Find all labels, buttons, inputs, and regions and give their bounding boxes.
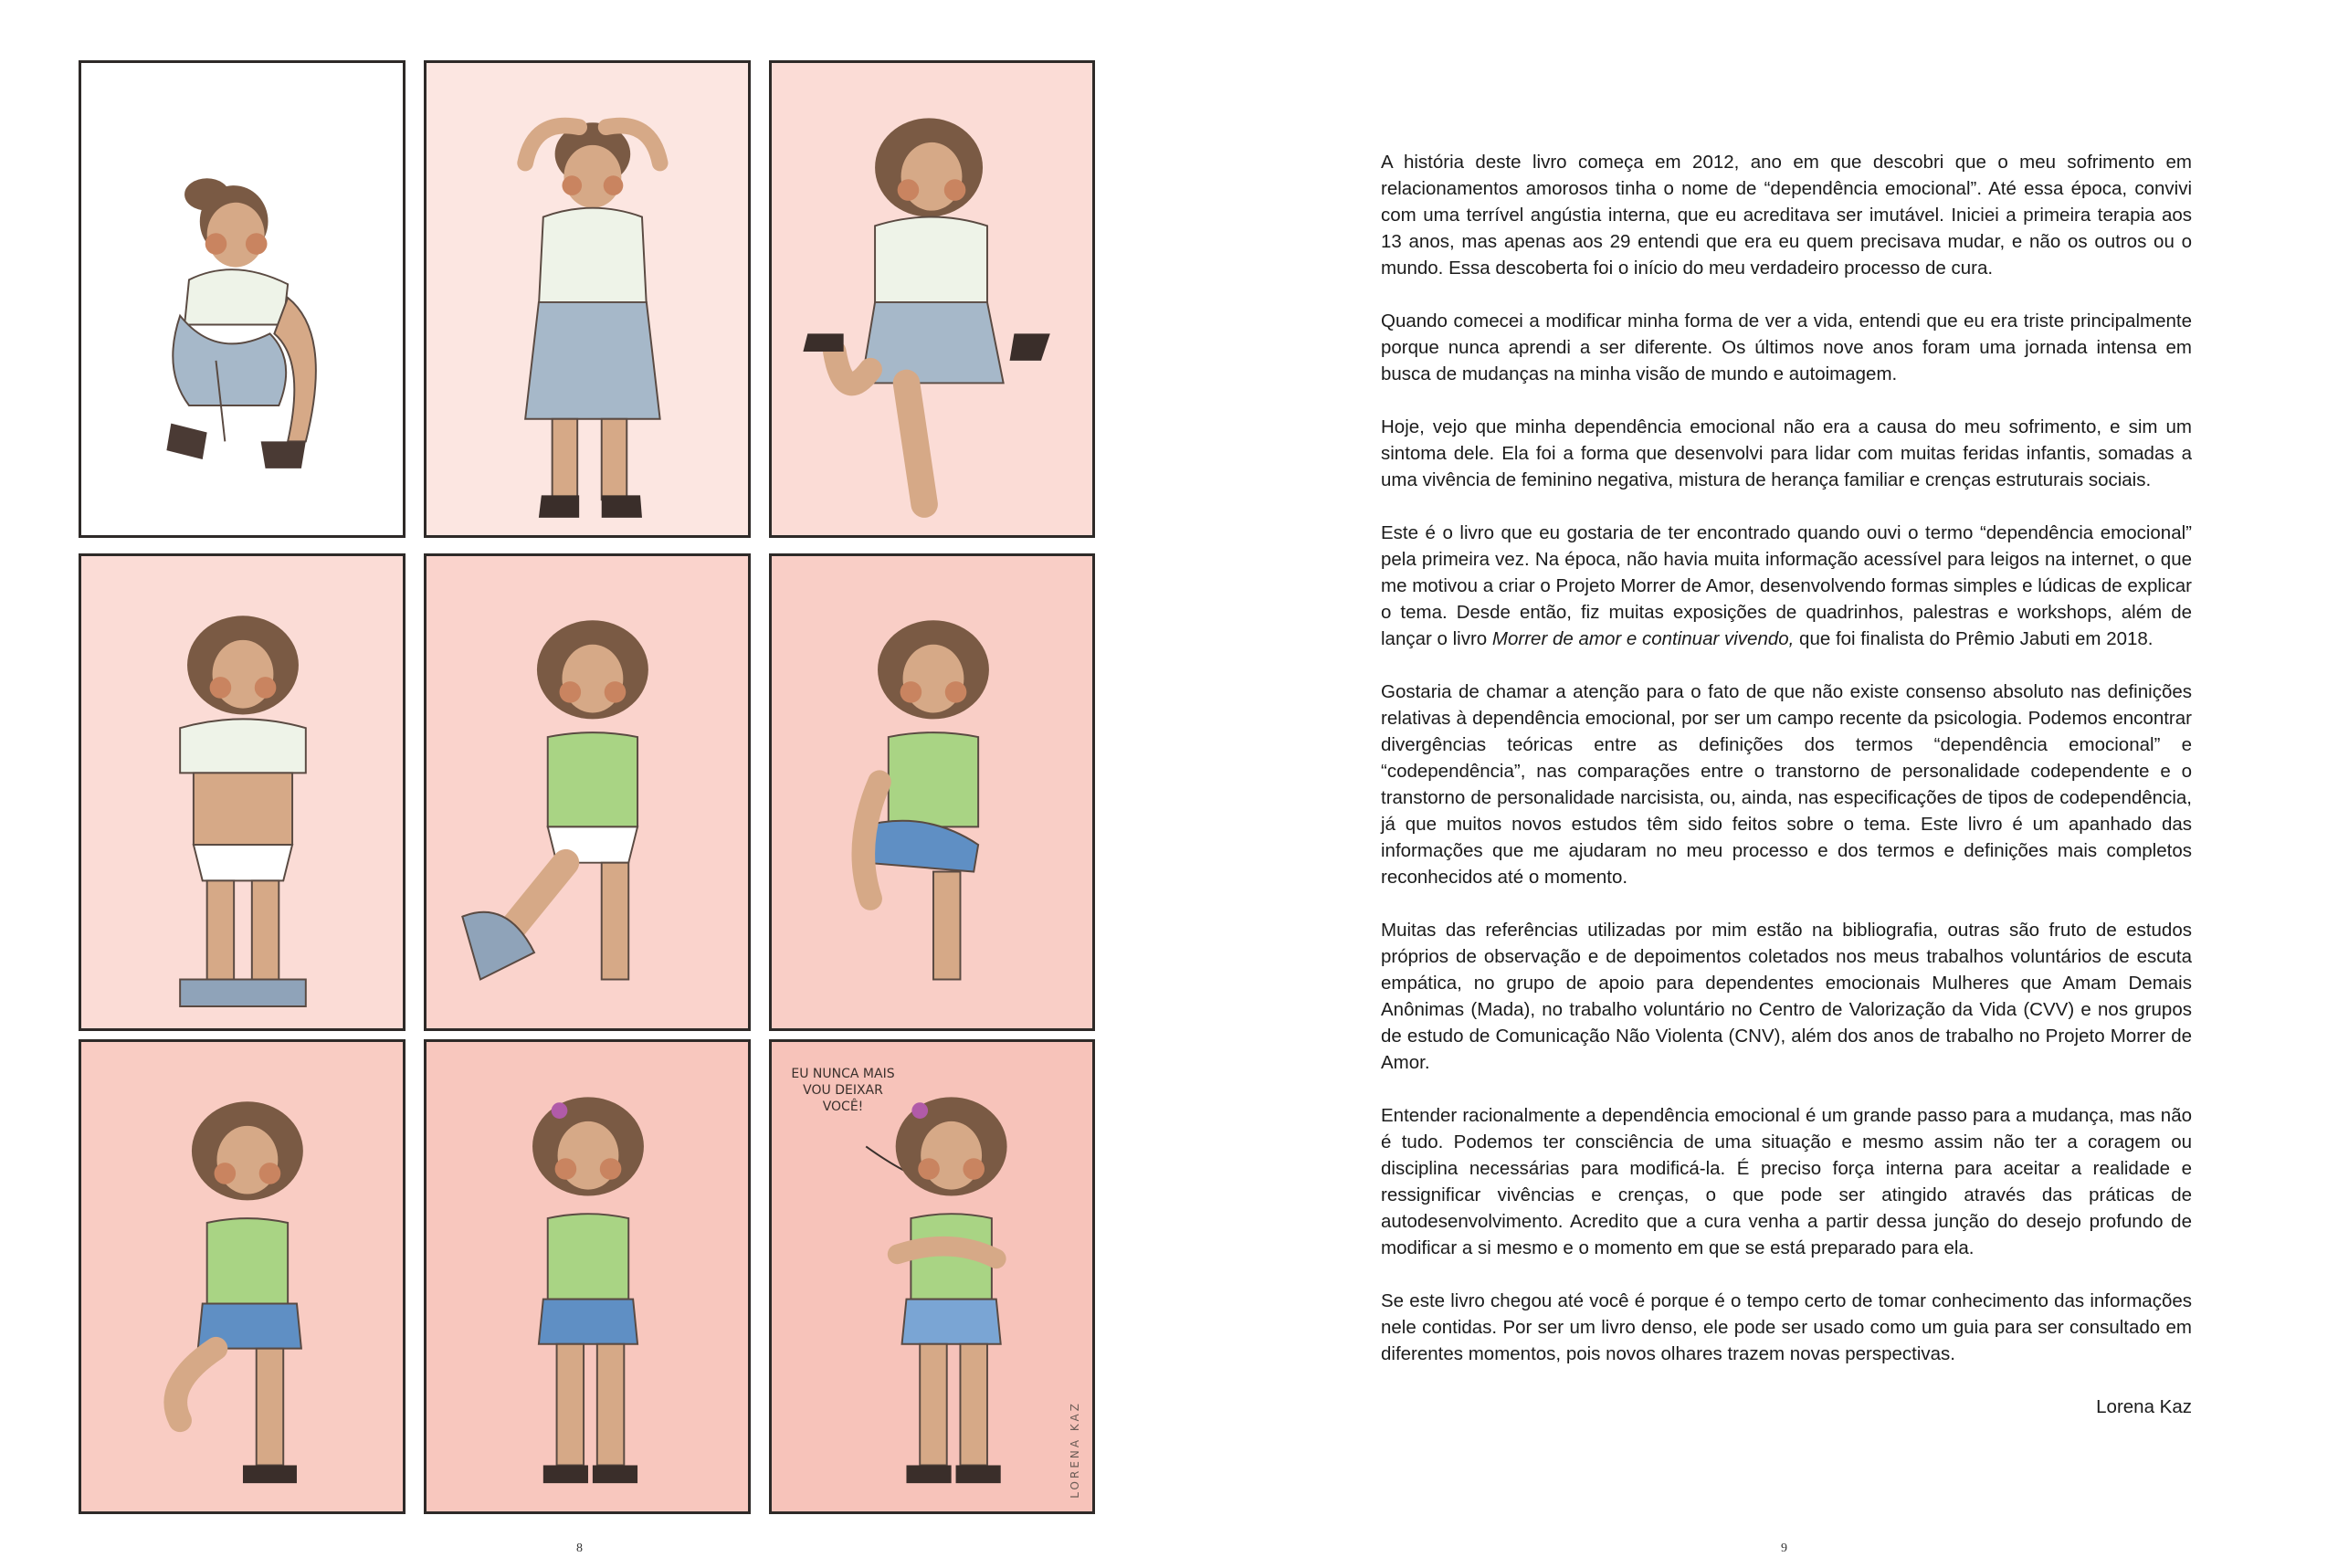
crouching-woman-illustration bbox=[81, 63, 403, 535]
paragraph-7: Entender racionalmente a dependência emocional é um grande passo para a mudança, mas não é tudo. Podemos ter consciência de uma situação e mesmo assim não ter a coragem ou disciplina necessárias para modificá-la. É preciso força interna para aceitar a realidade e ressignificar vivências e crenças, o que pode ser atingido através das práticas de autodesenvolvimento. Acredito que a cura venha a partir dessa junção do desejo profundo de modificar a si mesmo e o momento em que se está preparado para ela. bbox=[1381, 1105, 2192, 1258]
book-title-italic: Morrer de amor e continuar vivendo, bbox=[1491, 628, 1795, 649]
comic-panel-3 bbox=[769, 60, 1095, 538]
paragraph-6: Muitas das referências utilizadas por mim estão na bibliografia, outras são fruto de estudos próprios de observação e de depoimentos coletados nos meus trabalhos voluntários de escuta empática, no grupo de apoio para dependentes emocionais Mulheres que Amam Demais Anônimas (Mada), no trabalho voluntário no Centro de Valorização da Vida (CVV) e nos grupos de estudo de Comunicação Não Violenta (CNV), além dos anos de trabalho no Projeto Morrer de Amor. bbox=[1381, 920, 2192, 1073]
comic-grid bbox=[79, 60, 1095, 1514]
paragraph-3: Hoje, vejo que minha dependência emocional não era a causa do meu sofrimento, e sim um sintoma dele. Ela foi a forma que desenvolvi para lidar com muitas feridas infantis, somadas a uma vivência de feminino negativa, mistura de herança familiar e crenças estruturais sociais. bbox=[1381, 416, 2192, 490]
author-signature: Lorena Kaz bbox=[2096, 1396, 2192, 1417]
flower-in-hair-illustration bbox=[427, 1042, 748, 1511]
comic-panel-8 bbox=[424, 1039, 751, 1514]
comic-panel-7 bbox=[79, 1039, 405, 1514]
paragraph-1: A história deste livro começa em 2012, ano em que descobri que o meu sofrimento em relacionamentos amorosos tinha o nome de “dependência emocional”. Até essa época, convivi com uma terrível angústia interna, que eu acreditava ser imutável. Iniciei a primeira terapia aos 13 anos, mas apenas aos 29 entendi que era eu quem precisava mudar, e não os outros ou o mundo. Essa descoberta foi o início do meu verdadeiro processo de cura. bbox=[1381, 152, 2192, 279]
artist-signature: LORENA KAZ bbox=[1069, 1401, 1081, 1499]
putting-on-sandals-illustration bbox=[81, 1042, 403, 1511]
paragraph-5: Gostaria de chamar a atenção para o fato de que não existe consenso absoluto nas definições relativas à dependência emocional, por ser um campo recente da psicologia. Podemos encontrar divergências teóricas entre as definições dos termos “dependência emocional” e “codependência”, nas comparações entre o transtorno de personalidade codependente e o transtorno de personalidade narcisista, ou, ainda, nas especificações de tipos de codependência, já que muitos novos estudos têm sido feitos sobre o tema. Este livro é um apanhado das informações que me ajudaram no meu processo e dos termos e definições mais completos reconhecidos até o momento. bbox=[1381, 681, 2192, 888]
paragraph-2: Quando comecei a modificar minha forma de ver a vida, entendi que eu era triste principalmente porque nunca aprendi a ser diferente. Os últimos nove anos foram uma jornada intensa em busca de mudanças na minha visão de mundo e autoimagem. bbox=[1381, 310, 2192, 384]
preface-text bbox=[1381, 149, 2192, 1447]
comic-panel-6 bbox=[769, 553, 1095, 1031]
page-number-right: 9 bbox=[1781, 1542, 1787, 1555]
paragraph-4-end: que foi finalista do Prêmio Jabuti em 2018. bbox=[1794, 628, 2154, 649]
comic-panel-2 bbox=[424, 60, 751, 538]
paragraph-8: Se este livro chegou até você é porque é o tempo certo de tomar conhecimento das informações nele contidas. Por ser um livro denso, ele pode ser usado como um guia para ser consultado em diferentes momentos, pois novos olhares trazem novas perspectivas. bbox=[1381, 1290, 2192, 1364]
page-number-left: 8 bbox=[576, 1542, 583, 1555]
standing-woman-illustration bbox=[427, 63, 748, 535]
paragraph-4-start: Este é o livro que eu gostaria de ter encontrado quando ouvi o termo “dependência emocional” pela primeira vez. Na época, não havia muita informação acessível para leigos na internet, o que me motivou a criar o Projeto Morrer de Amor, desenvolvendo formas simples e lúdicas de explicar o tema. Desde então, fiz muitas exposições de quadrinhos, palestras e workshops, além de lançar o livro bbox=[1381, 522, 2192, 649]
right-page bbox=[1169, 0, 2338, 1568]
lifting-shirt-illustration bbox=[81, 556, 403, 1028]
comic-panel-4 bbox=[79, 553, 405, 1031]
putting-on-shorts-illustration bbox=[772, 556, 1092, 1028]
paragraph-4 bbox=[1381, 520, 2192, 652]
removing-shoes-illustration bbox=[772, 63, 1092, 535]
removing-skirt-illustration bbox=[427, 556, 748, 1028]
comic-panel-5 bbox=[424, 553, 751, 1031]
comic-panel-1 bbox=[79, 60, 405, 538]
comic-panel-9 bbox=[769, 1039, 1095, 1514]
speech-bubble-text: EU NUNCA MAIS VOU DEIXAR VOCÊ! bbox=[791, 1067, 895, 1114]
